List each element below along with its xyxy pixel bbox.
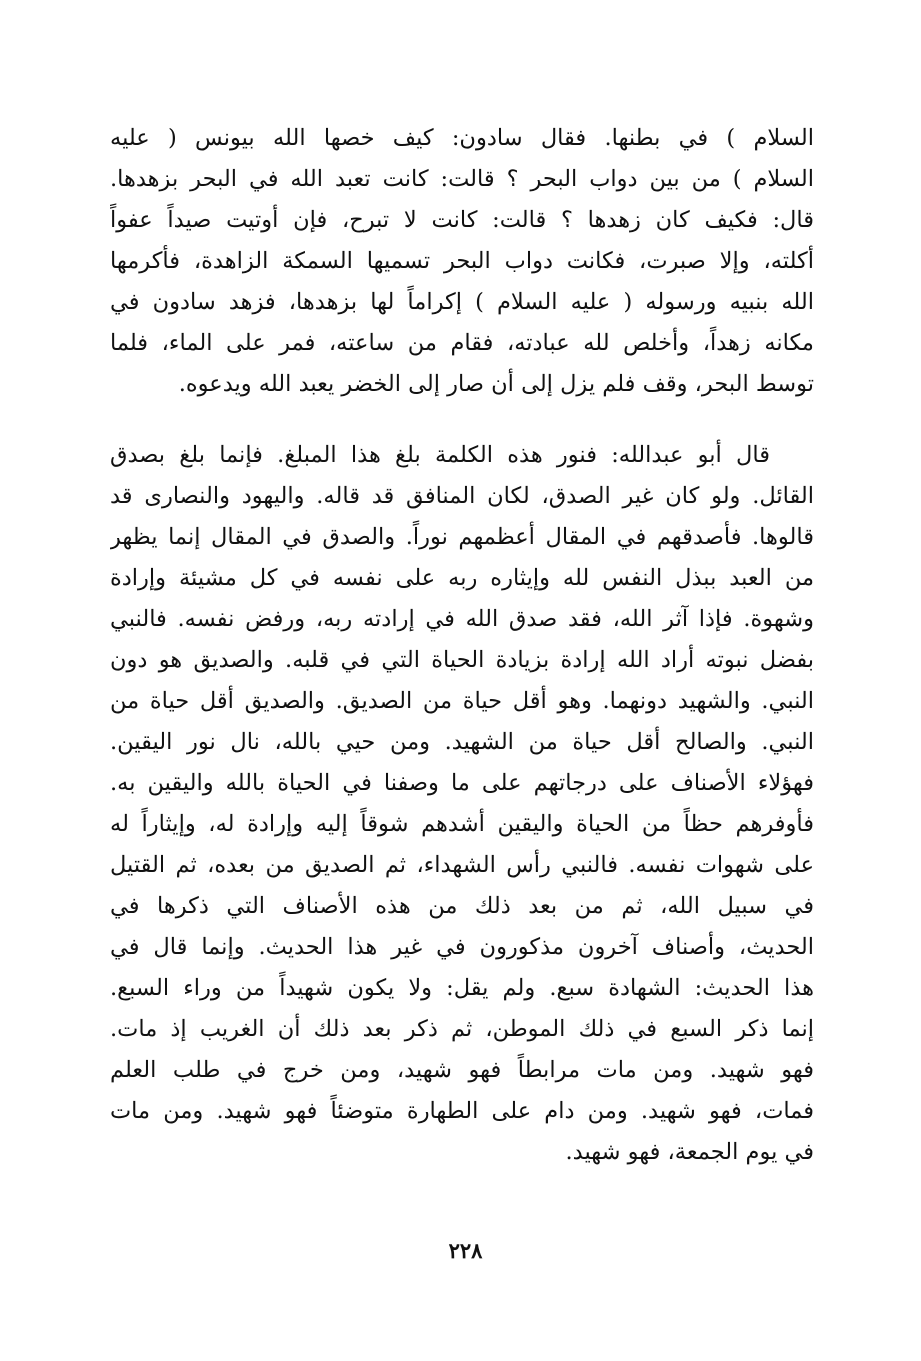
text-line: إنما ذكر السبع في ذلك الموطن، ثم ذكر بعد ذلك أن الغريب إذ مات. — [110, 1016, 814, 1042]
text-line: وشهوة. فإذا آثر الله، فقد صدق الله في إرادته ربه، ورفض نفسه. فالنبي — [110, 606, 814, 632]
text-line: على شهوات نفسه. فالنبي رأس الشهداء، ثم الصديق من بعده، ثم القتيل — [110, 852, 814, 878]
text-line: في يوم الجمعة، فهو شهيد. — [565, 1139, 814, 1165]
text-line: السلام ) من بين دواب البحر ؟ قالت: كانت تعبد الله في البحر بزهدها. — [110, 166, 814, 192]
text-line: توسط البحر، وقف فلم يزل إلى أن صار إلى الخضر يعبد الله ويدعوه. — [178, 371, 814, 397]
page-number: ٢٢٨ — [448, 1238, 483, 1263]
text-line: النبي. والصالح أقل حياة من الشهيد. ومن حيي بالله، نال نور اليقين. — [110, 729, 814, 755]
text-line: هذا الحديث: الشهادة سبع. ولم يقل: ولا يكون شهيداً من وراء السبع. — [110, 975, 814, 1001]
text-line: قالوها. فأصدقهم في المقال أعظمهم نوراً. والصدق في المقال إنما يظهر — [110, 524, 814, 550]
text-line: من العبد ببذل النفس لله وإيثاره ربه على نفسه في كل مشيئة وإرادة — [110, 565, 814, 591]
text-line: النبي. والشهيد دونهما. وهو أقل حياة من الصديق. والصديق أقل حياة من — [110, 688, 814, 714]
text-line: قال أبو عبدالله: فنور هذه الكلمة بلغ هذا المبلغ. فإنما بلغ بصدق — [110, 442, 770, 468]
paragraph-2 — [110, 435, 814, 1173]
text-line: فهؤلاء الأصناف على درجاتهم على ما وصفنا في الحياة بالله واليقين به. — [110, 770, 814, 796]
text-line: مكانه زهداً، وأخلص لله عبادته، فقام من ساعته، فمر على الماء، فلما — [110, 330, 814, 356]
text-line: القائل. ولو كان غير الصدق، لكان المنافق قد قاله. واليهود والنصارى قد — [110, 483, 814, 509]
text-line: قال: فكيف كان زهدها ؟ قالت: كانت لا تبرح، فإن أوتيت صيداً عفواً — [110, 207, 814, 233]
text-line: السلام ) في بطنها. فقال سادون: كيف خصها الله بيونس ( عليه — [110, 125, 814, 151]
text-line: بفضل نبوته أراد الله إرادة بزيادة الحياة التي في قلبه. والصديق هو دون — [110, 647, 814, 673]
text-line: أكلته، وإلا صبرت، فكانت دواب البحر تسميها السمكة الزاهدة، فأكرمها — [110, 248, 814, 274]
text-line: الحديث، وأصناف آخرون مذكورون في غير هذا الحديث. وإنما قال في — [110, 934, 814, 960]
text-line: فهو شهيد. ومن مات مرابطاً فهو شهيد، ومن خرج في طلب العلم — [110, 1057, 814, 1083]
text-line: الله بنبيه ورسوله ( عليه السلام ) إكراماً لها بزهدها، فزهد سادون في — [110, 289, 814, 315]
text-line: فمات، فهو شهيد. ومن دام على الطهارة متوضئاً فهو شهيد. ومن مات — [110, 1098, 814, 1124]
text-line: فأوفرهم حظاً من الحياة واليقين أشدهم شوقاً إليه وإرادة له، وإيثاراً له — [110, 811, 814, 837]
paragraph-1 — [110, 118, 814, 405]
text-line: في سبيل الله، ثم من بعد ذلك من هذه الأصناف التي ذكرها في — [110, 893, 814, 919]
